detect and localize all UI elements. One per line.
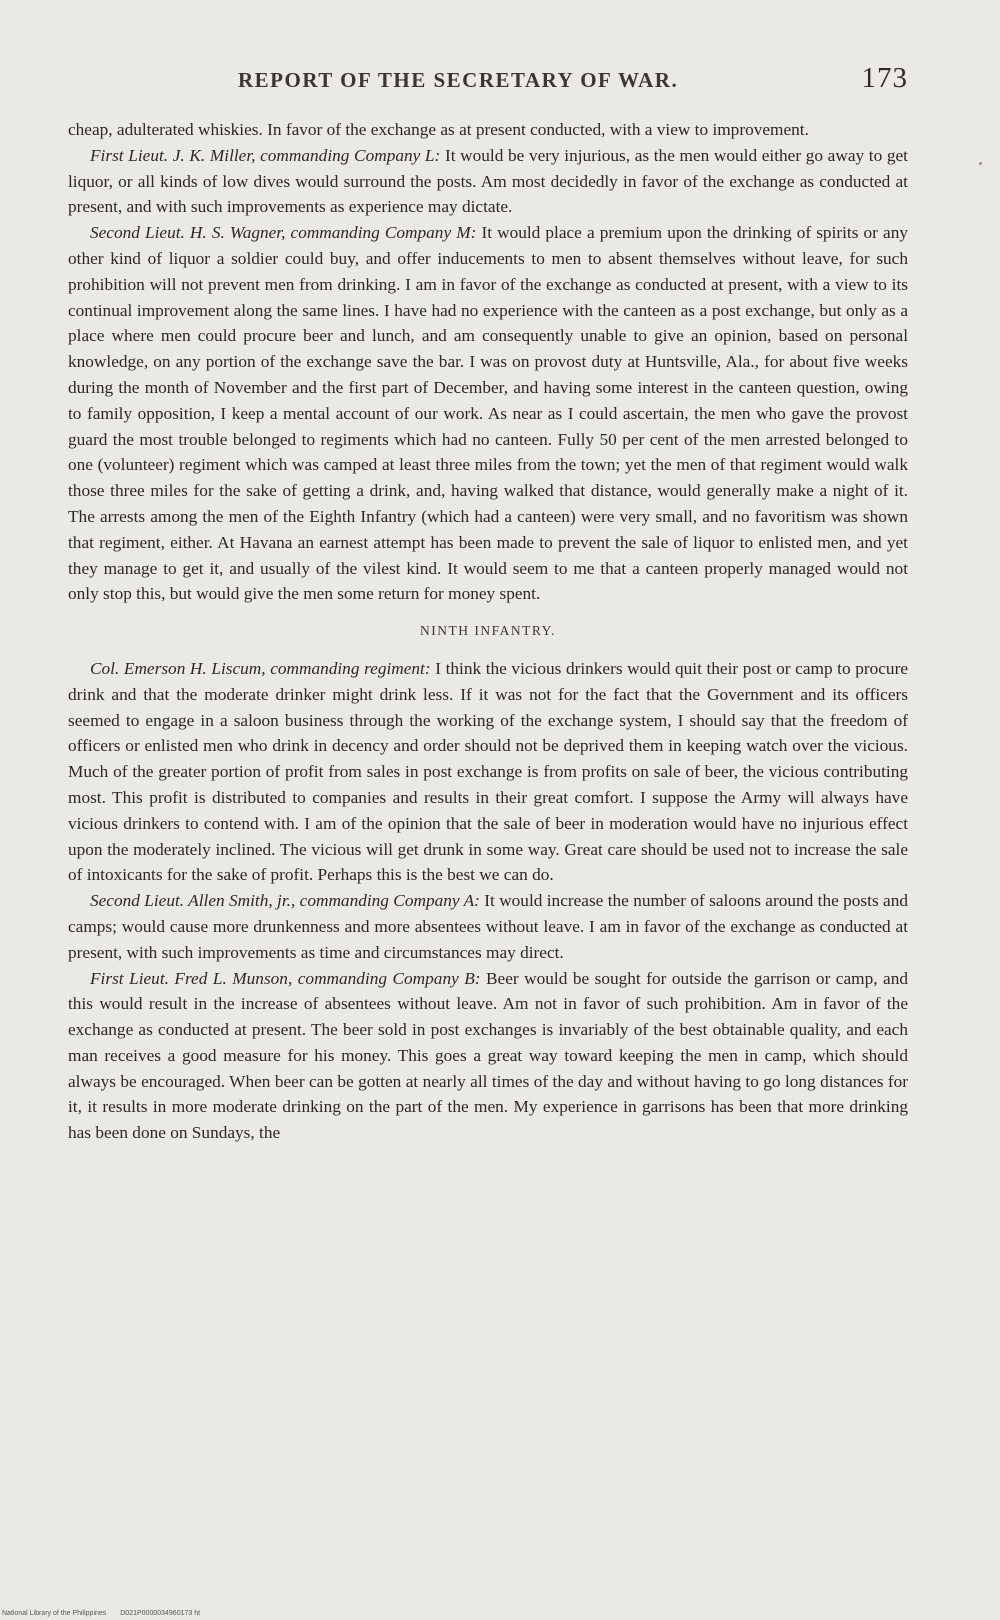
paragraph-text: I think the vicious drinkers would quit their post or camp to procure drink and that the moderate drinker might drink less. If it was not for the fact that the Government and its officers seemed to engage in a saloon business through the working of the exchange system, I should say that the freedom of officers or enlisted men who drink in decency and order should not be deprived them in keeping watch over the vicious. Much of the greater portion of profit from sales in post exchange is from profits on sale of beer, the vicious contributing most. This profit is distributed to companies and results in their great comfort. I suppose the Army will always have vicious drinkers to contend with. I am of the opinion that the sale of beer in moderation would have no injurious effect upon the moderately inclined. The vicious will get drunk in some way. Great care should be used not to increase the sale of intoxicants for the sake of profit. Perhaps this is the best we can do. xyxy=(68,658,909,885)
speaker-name: Col. Emerson H. Liscum, commanding regiment: xyxy=(90,658,431,678)
section-heading: NINTH INFANTRY. xyxy=(419,623,556,639)
speaker-name: Second Lieut. Allen Smith, jr., commanding Company A: xyxy=(90,891,480,911)
paragraph-text: cheap, adulterated whiskies. In favor of the exchange as at present conducted, with a view to improvement. xyxy=(68,120,809,139)
scan-speck xyxy=(979,162,982,165)
speaker-name: First Lieut. J. K. Miller, commanding Company L: xyxy=(90,145,441,165)
body-text xyxy=(68,117,908,1146)
scan-code: D021P0000034960173 ht xyxy=(120,1610,201,1617)
paragraph xyxy=(68,143,908,220)
paragraph-text: It would place a premium upon the drinking of spirits or any other kind of liquor a soldier could buy, and offer inducements to men to absent themselves without leave, for such prohibition will not prevent men from drinking. I am in favor of the exchange as conducted at present, with a view to its continual improvement along the same lines. I have had no experience with the canteen as a post exchange, but only as a place where men could procure beer and lunch, and am consequently unable to give an opinion, based on personal knowledge, on any portion of the exchange save the bar. I was on provost duty at Huntsville, Ala., for about five weeks during the month of November and the first part of December, and having some interest in the canteen question, owing to family opposition, I keep a mental account of our work. As near as I could ascertain, the men who gave the provost guard the most trouble belonged to regiments which had no canteen. Fully 50 per cent of the men arrested belonged to one (volunteer) regiment which was camped at least three miles from the town; yet the men of that regiment would walk those three miles for the sake of getting a drink, and, having walked that distance, would generally make a night of it. The arrests among the men of the Eighth Infantry (which had a canteen) were very small, and no favoritism was shown that regiment, either. At Havana an earnest attempt has been made to prevent the sale of liquor to enlisted men, and yet they manage to get it, and usually of the vilest kind. It would seem to me that a canteen properly managed would not only stop this, but would give the men some return for money spent. xyxy=(68,223,908,604)
paragraph xyxy=(68,888,908,965)
paragraph xyxy=(68,117,908,143)
paragraph-text: It would be very injurious, as the men would either go away to get liquor, or all kinds of low dives would surround the posts. Am most decidedly in favor of the exchange as conducted at present, and with such improvements as experience may dictate. xyxy=(68,145,908,217)
paragraph-text: Beer would be sought for outside the garrison or camp, and this would result in the increase of absentees without leave. Am not in favor of such prohibition. Am in favor of the exchange as conducted at present. The beer sold in post exchanges is invariably of the best obtainable quality, and each man receives a good measure for his money. This goes a great way toward keeping the men in camp, which should always be encouraged. When beer can be gotten at nearly all times of the day and without having to go long distances for it, it results in more moderate drinking on the part of the men. My experience in garrisons has been that more drinking has been done on Sundays, the xyxy=(68,968,908,1143)
speaker-name: First Lieut. Fred L. Munson, commanding Company B: xyxy=(90,968,481,988)
running-head: REPORT OF THE SECRETARY OF WAR. xyxy=(238,68,679,92)
library-credit: National Library of the Philippines xyxy=(2,1610,107,1617)
paragraph xyxy=(68,220,908,607)
paragraph xyxy=(68,966,908,1147)
page-number: 173 xyxy=(861,62,908,94)
paragraph-text: It would increase the number of saloons around the posts and camps; would cause more drunkenness and more absentees without leave. I am in favor of the exchange as conducted at present, with such improvements as time and circumstances may direct. xyxy=(68,891,908,962)
scan-footer xyxy=(2,1610,200,1617)
page-header xyxy=(68,62,908,102)
speaker-name: Second Lieut. H. S. Wagner, commanding Company M: xyxy=(90,223,477,243)
paragraph xyxy=(68,656,908,888)
